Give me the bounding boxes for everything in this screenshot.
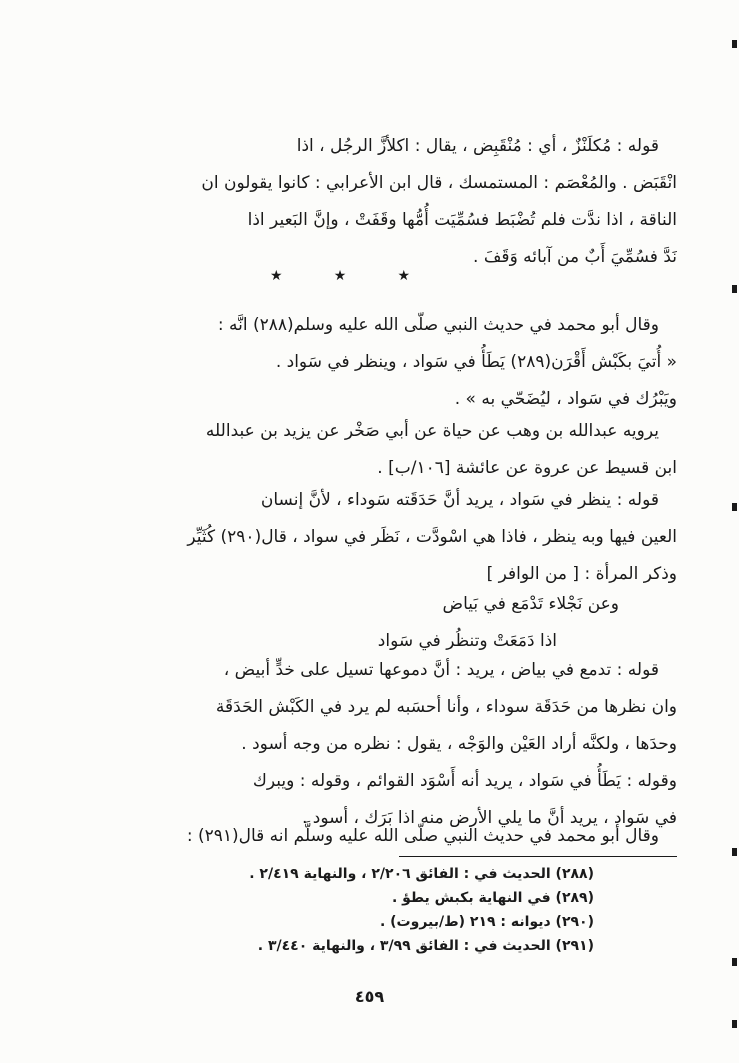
text-line: الناقة ، اذا ندَّت فلم تُضْبَط فسُمِّيَت أُمُّها وقَفَتْ ، وإنَّ البَعير اذا <box>247 210 677 230</box>
footnotes <box>134 862 594 958</box>
scan-edge-mark <box>732 1020 737 1028</box>
star-icon: ★ <box>333 268 347 284</box>
footnote-rule <box>399 856 677 857</box>
scan-edge-mark <box>732 503 737 511</box>
text-line: وقال أبو محمد في حديث النبي صلّى الله عليه وسلَّم انه قال(٢٩١) : <box>186 826 659 846</box>
footnote-289: (٢٨٩) في النهاية بكبش يطؤ . <box>391 890 594 906</box>
text-line: انْقَبَض . والمُعْصَم : المستمسك ، قال ابن الأعرابي : كانوا يقولون ان <box>201 173 677 193</box>
verse-hemistich: وعن نَجْلاء تَدْمَع في بَياض <box>442 594 619 614</box>
footnote-288: (٢٨٨) الحديث في : الفائق ٢/٢٠٦ ، والنهاية ٢/٤١٩ . <box>249 866 594 882</box>
text-line: يرويه عبدالله بن وهب عن حياة عن أبي صَخْر عن يزيد بن عبدالله <box>205 421 659 441</box>
text-line: وذكر المرأة : [ من الوافر ] <box>486 564 677 584</box>
scan-edge-mark <box>732 40 737 48</box>
text-line: وحدَها ، ولكنَّه أراد العَيْن والوَجْه ، يقول : نظره من وجه أسود . <box>241 734 677 754</box>
text-line: ويَبْرُك في سَواد ، ليُضَحّي به » . <box>454 389 677 409</box>
page-number: ٤٥٩ <box>354 987 385 1006</box>
paragraph-1 <box>77 128 677 276</box>
text-line: ابن قسيط عن عروة عن عائشة [١٠٦/ب] . <box>377 458 677 478</box>
text-line: وقوله : يَطَأُ في سَواد ، يريد أنه أَسْوَد القوائم ، وقوله : ويبرك <box>252 771 677 791</box>
paragraph-5 <box>77 652 677 837</box>
scan-edge-mark <box>732 285 737 293</box>
verse-hemistich: اذا دَمَعَتْ وتنظُر في سَواد <box>377 631 557 651</box>
star-icon: ★ <box>397 268 410 284</box>
text-line: وقال أبو محمد في حديث النبي صلّى الله عليه وسلم(٢٨٨) انَّه : <box>217 315 659 335</box>
paragraph-3 <box>77 413 677 487</box>
footnote-291: (٢٩١) الحديث في : الفائق ٣/٩٩ ، والنهاية ٣/٤٤٠ . <box>257 938 594 954</box>
text-line: قوله : ينظر في سَواد ، يريد أنَّ حَدَقَته سَوداء ، لأنَّ إنسان <box>260 490 659 510</box>
scan-edge-mark <box>732 958 737 966</box>
text-line: قوله : تدمع في بياض ، يريد : أنَّ دموعها تسيل على خدٍّ أبيض ، <box>223 660 659 680</box>
text-line: نَدَّ فسُمِّيَ أَبٌ من آبائه وَقَفَ . <box>473 247 677 267</box>
footnote-290: (٢٩٠) ديوانه : ٢١٩ (ط/بيروت) . <box>379 914 594 930</box>
text-line: وان نظرها من حَدَقَة سوداء ، وأنا أحسَبه لم يرد في الكَبْش الحَدَقَة <box>215 697 677 717</box>
paragraph-2 <box>77 307 677 418</box>
text-line: « أُتيَ بكَبْش أَقْرَن(٢٨٩) يَطَأُ في سَواد ، وينظر في سَواد . <box>275 352 677 372</box>
paragraph-6 <box>77 818 677 855</box>
section-separator <box>270 268 410 284</box>
text-line: العين فيها وبه ينظر ، فاذا هي اسْودَّت ، نَظَر في سواد ، قال(٢٩٠) كُثَيِّر <box>187 527 677 547</box>
text-line: في سَواد ، يريد أنَّ ما يلي الأرض منه اذا بَرَك ، أسود . <box>301 808 677 828</box>
text-line: قوله : مُكلَنْزٌ ، أي : مُنْقَبِض ، يقال : اكلأزَّ الرجُل ، اذا <box>296 136 659 156</box>
scan-edge-mark <box>732 848 737 856</box>
verse <box>77 586 677 660</box>
star-icon: ★ <box>270 268 283 284</box>
paragraph-4 <box>77 482 677 593</box>
